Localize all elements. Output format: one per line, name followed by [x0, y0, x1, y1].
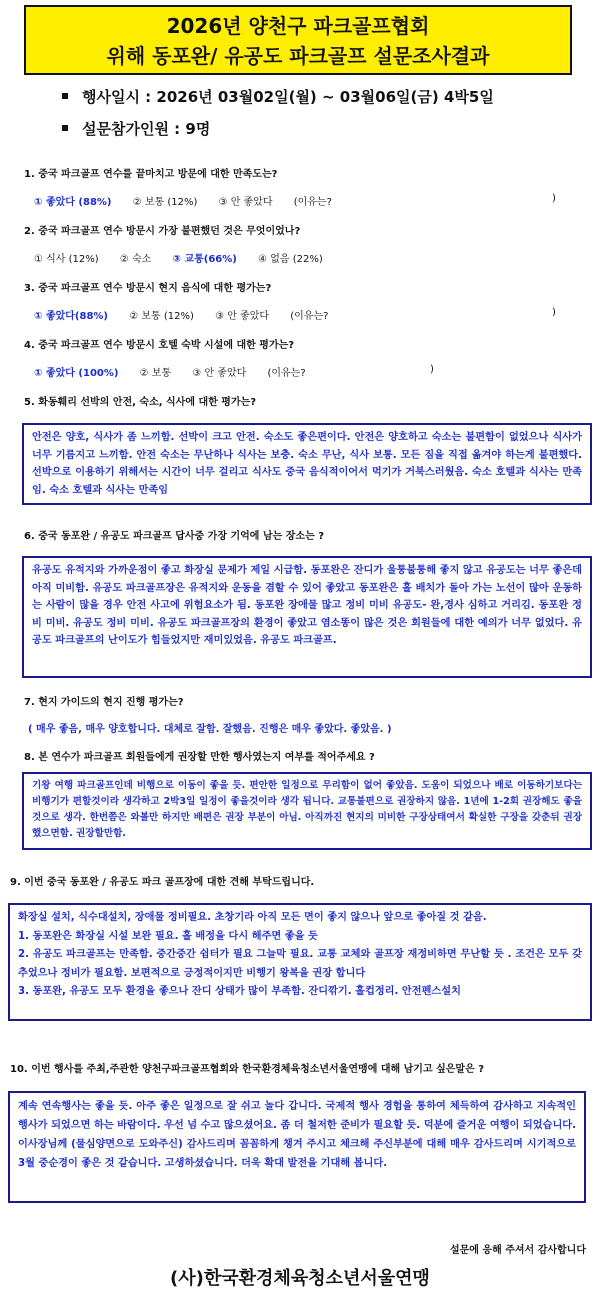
question-9-answer-item-1: 1. 동포완은 화장실 시설 보완 필요. 홀 배정을 다시 해주면 좋을 듯	[18, 930, 318, 942]
question-5-answer: 안전은 양호, 식사가 좀 느끼함. 선박이 크고 안전. 숙소도 좋은편이다. 안전은 양호하고 숙소는 불편함이 없었으나 식사가 너무 기름지고 느끼함. 안전 숙소는 무난하나 식사는 보충. 숙소 무난, 식사 보통. 모든 짐을 직접 옮겨야 하는게 불편했다. 선박으로 이용하기 위해서는 시간이 너무 걸리고 식사도 중국 음식적이어서 먹기가 거북스러웠음. 숙소 호텔과 식사는 만족임. 숙소 호텔과 식사는 만족임	[32, 432, 582, 496]
event-date	[62, 86, 494, 107]
question-10-answer-box	[8, 1091, 586, 1203]
event-participants	[62, 118, 210, 139]
question-2-options	[34, 250, 341, 265]
q3-option-1: ① 좋았다(88%)	[34, 311, 109, 322]
question-10-answer: 계속 연속행사는 좋을 듯. 아주 좋은 일정으로 잘 쉬고 놀다 갑니다. 국제적 행사 경험을 통하여 체득하여 감사하고 지속적인 행사가 되었으면 하는 바람이다. 우선 넘 수고 많으셨어요. 좀 더 철저한 준비가 필요할 듯. 덕분에 즐거운 여행이 되었습니다. 이사장님께 (물심양면으로 도와주신) 감사드리며 꼼꼼하게 챙겨 주시고 체크해 주신부분에 대해 매우 감사드리며 시기적으로 3월 중순경이 좋은 것 같습니다. 고생하셨습니다. 더욱 확대 발전을 기대해 봅니다.	[18, 1101, 576, 1169]
q1-paren-close: )	[552, 193, 556, 204]
bullet-square-icon	[62, 93, 68, 99]
q3-option-reason: (이유는?	[290, 311, 329, 322]
q2-option-3: ③ 교통(66%)	[172, 254, 237, 265]
question-5: 5. 화동훼리 선박의 안전, 숙소, 식사에 대한 평가는?	[24, 397, 257, 408]
q4-option-3: ③ 안 좋았다	[192, 368, 247, 379]
question-3: 3. 중국 파크골프 연수 방문시 현지 음식에 대한 평가는?	[24, 283, 272, 294]
q1-option-3: ③ 안 좋았다	[218, 197, 273, 208]
bullet-square-icon	[62, 125, 68, 131]
q4-option-2: ② 보통	[139, 368, 172, 379]
question-2: 2. 중국 파크골프 연수 방문시 가장 불편했던 것은 무엇이었나?	[24, 226, 301, 237]
q3-option-3: ③ 안 좋았다	[215, 311, 270, 322]
question-1: 1. 중국 파크골프 연수를 끝마치고 방문에 대한 만족도는?	[24, 169, 278, 180]
question-1-options	[34, 193, 350, 208]
question-8-answer: 기왕 여행 파크골프인데 비행으로 이동이 좋을 듯. 편안한 일정으로 무리함이 없어 좋았음. 도움이 되었으나 배로 이동하기보다는 비행기가 편할것이라 생각하고 2박3일 일정이 좋을것이라 생각 됩니다. 교통불편으로 권장하지 않음. 1년에 1-2회 권장해도 좋을것으로 생각. 한번쯤은 와볼만 하지만 배편은 권장 부분이 아님. 아직까진 현지의 미비한 구장상태여서 확실한 구장을 갖춘뒤 권장했으면함. 권장할만함.	[32, 780, 582, 839]
question-8: 8. 본 연수가 파크골프 회원들에게 권장할 만한 행사였는지 여부를 적어주세요 ?	[24, 752, 375, 763]
q4-option-1: ① 좋았다 (100%)	[34, 368, 119, 379]
question-9-answer-intro: 화장실 설치, 식수대설치, 장애물 정비필요. 초창기라 아직 모든 면이 좋지 않으나 앞으로 좋아질 것 같음.	[18, 912, 487, 923]
question-6: 6. 중국 동포완 / 유공도 파크골프 답사중 가장 기억에 남는 장소는 ?	[24, 531, 325, 542]
event-date-text: 행사일시 : 2026년 03월02일(월) ~ 03월06일(금) 4박5일	[82, 88, 494, 106]
question-6-answer: 유공도 유적지와 가까운점이 좋고 화장실 문제가 제일 시급함. 동포완은 잔디가 울퉁불퉁해 좋지 않고 유공도는 너무 좋은데 아직 미비함. 유공도 파크골프장은 유적지와 운동을 겸할 수 있어 좋았고 동포완은 홀 배치가 돌아 가는 노선이 많아 운동하는 사람이 많을 경우 안전 사고에 위험요소가 됨. 동포완 장애물 많고 정비 미비 유공도- 완,경사 심하고 거리김. 동포완 정비 미비. 유공도 정비 미비. 유공도 파크골프장의 환경이 좋았고 염소똥이 많은 것은 회원들에 대한 예의가 너무 없었다. 유공도 파크골프의 난이도가 힘들었지만 재미있었음. 유공도 파크골프.	[32, 565, 582, 646]
question-7: 7. 현지 가이드의 현지 진행 평가는?	[24, 697, 184, 708]
q1-option-reason: (이유는?	[293, 197, 332, 208]
question-9-answer-box	[8, 903, 592, 1021]
q1-option-1: ① 좋았다 (88%)	[34, 197, 112, 208]
event-participants-text: 설문참가인원 : 9명	[82, 120, 211, 138]
q2-option-4: ④ 없음 (22%)	[258, 254, 323, 265]
title-line-1: 2026년 양천구 파크골프협회	[166, 14, 430, 38]
question-10: 10. 이번 행사를 주최,주관한 양천구파크골프협회와 한국환경체육청소년서울연맹에 대해 남기고 싶은말은 ?	[10, 1064, 485, 1075]
question-3-options	[34, 307, 346, 322]
q4-paren-close: )	[430, 364, 434, 375]
question-5-answer-box	[22, 423, 592, 505]
q3-option-2: ② 보통 (12%)	[129, 311, 194, 322]
question-4: 4. 중국 파크골프 연수 방문시 호텔 숙박 시설에 대한 평가는?	[24, 340, 295, 351]
question-7-answer: ( 매우 좋음, 매우 양호합니다. 대체로 잘함. 잘했음. 진행은 매우 좋았다. 좋았음. )	[28, 724, 392, 735]
question-9: 9. 이번 중국 동포완 / 유공도 파크 골프장에 대한 견해 부탁드립니다.	[10, 877, 315, 888]
q2-option-1: ① 식사 (12%)	[34, 254, 99, 265]
title-banner	[24, 5, 572, 75]
q4-option-reason: (이유는?	[267, 368, 306, 379]
q2-option-2: ② 숙소	[119, 254, 152, 265]
q3-paren-close: )	[552, 307, 556, 318]
title-line-2: 위해 동포완/ 유공도 파크골프 설문조사결과	[106, 44, 490, 68]
question-9-answer-item-2: 2. 유공도 파크골프는 만족함. 중간중간 쉼터가 필요 그늘막 필요. 교통 교체와 골프장 재정비하면 무난할 듯 . 조건은 모두 갖추었으나 정비가 필요함. 보편적으로 긍정적이지만 비행기 왕복을 권장 합니다	[18, 949, 582, 979]
q1-option-2: ② 보통 (12%)	[132, 197, 198, 208]
footer-organization: (사)한국환경체육청소년서울연맹	[170, 1268, 430, 1289]
footer-thanks: 설문에 응해 주셔서 감사합니다	[449, 1245, 586, 1256]
question-6-answer-box	[22, 556, 592, 678]
question-4-options	[34, 364, 324, 379]
question-8-answer-box	[22, 772, 592, 850]
question-9-answer-item-3: 3. 동포완, 유공도 모두 환경을 좋으나 잔디 상태가 많이 부족함. 잔디깎기. 홀컵정리. 안전펜스설치	[18, 986, 461, 997]
